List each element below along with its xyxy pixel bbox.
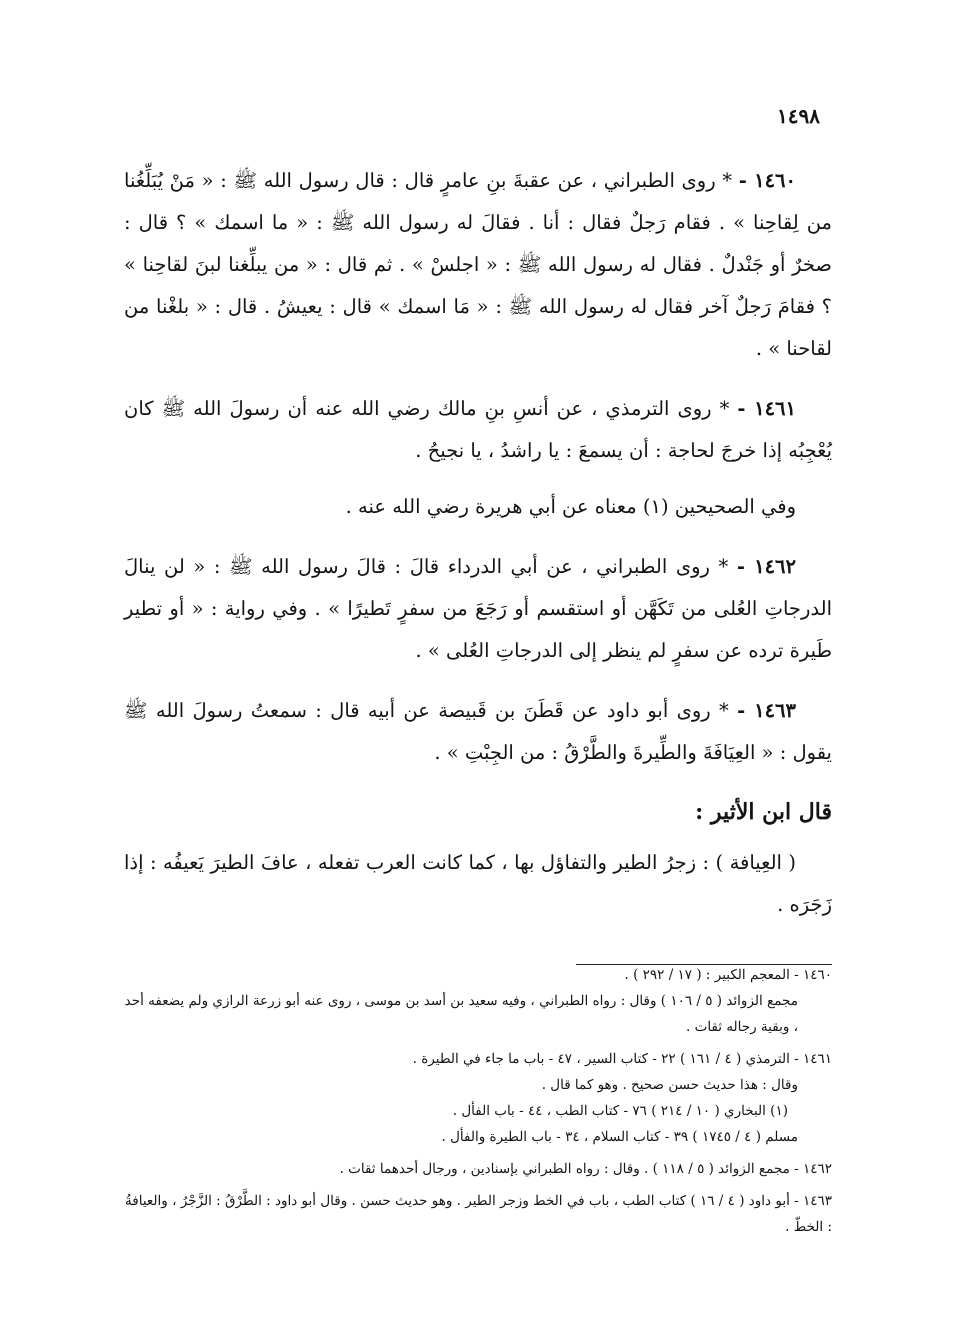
footnote-1461: ١٤٦١ - الترمذي ( ٤ / ١٦١ ) ٢٢ - كتاب السير ، ٤٧ - باب ما جاء في الطيرة . bbox=[412, 1051, 832, 1067]
hadith-text: * روى أبو داود عن قَطَنَ بن قَبيصة عن أبيه قال : سمعتُ رسولَ الله ﷺ يقول : « العِيَافَةَ والطِّيرةَ والطَّرْقُ : من الجِبْتِ » . bbox=[124, 699, 832, 764]
sahihain-note bbox=[124, 486, 832, 528]
hadith-1461 bbox=[124, 388, 832, 472]
note-text: وفي الصحيحين (١) معناه عن أبي هريرة رضي الله عنه . bbox=[345, 495, 796, 518]
footnote-1460: ١٤٦٠ - المعجم الكبير : ( ١٧ / ٢٩٢ ) . bbox=[624, 967, 832, 983]
page-number: ١٤٩٨ bbox=[777, 104, 820, 128]
hadith-text: * روى الترمذي ، عن أنسِ بنِ مالك رضي الله عنه أن رسولَ الله ﷺ كان يُعْجِبُه إذا خرجَ لحاجة : أن يسمعَ : يا راشدُ ، يا نجيحُ . bbox=[124, 397, 832, 462]
definition: ( العِيافة ) : زجرُ الطير والتفاؤل بها ، كما كانت العرب تفعله ، عافَ الطيرَ يَعيفُه : إذا زَجَرَه . bbox=[124, 851, 832, 916]
footnote-1460-majma: مجمع الزوائد ( ٥ / ١٠٦ ) وقال : رواه الطبراني ، وفيه سعيد بن أسد بن موسى ، روى عنه أبو زرعة الرازي ولم يضعفه أحد ، وبقية رجاله ثقات . bbox=[124, 993, 798, 1035]
footnote-ref-1-muslim: مسلم ( ٤ / ١٧٤٥ ) ٣٩ - كتاب السلام ، ٣٤ - باب الطيرة والفأل . bbox=[441, 1129, 798, 1145]
footnote-1462: ١٤٦٢ - مجمع الزوائد ( ٥ / ١١٨ ) . وقال : رواه الطبراني بإسنادين ، ورجال أحدهما ثقات . bbox=[339, 1161, 832, 1177]
hadith-1463 bbox=[124, 690, 832, 774]
footnotes bbox=[120, 962, 832, 1240]
hadith-text: * روى الطبراني ، عن أبي الدرداء قالَ : قالَ رسول الله ﷺ : « لن ينالَ الدرجاتِ العُلى من تَكَهَّن أو استقسم أو رَجَعَ من سفرٍ تَطيرًا » . وفي رواية : « أو تطير طَيرة ترده عن سفرٍ لم ينظر إلى الدرجاتِ العُلى » . bbox=[124, 555, 832, 662]
section-heading: قال ابن الأثير : bbox=[695, 799, 832, 825]
hadith-number: ١٤٦٢ - bbox=[736, 555, 796, 578]
hadith-number: ١٤٦٠ - bbox=[738, 169, 796, 192]
main-text bbox=[124, 160, 832, 944]
footnote-1461-note: وقال : هذا حديث حسن صحيح . وهو كما قال . bbox=[541, 1077, 798, 1093]
hadith-number: ١٤٦١ - bbox=[737, 397, 796, 420]
footnote-1463: ١٤٦٣ - أبو داود ( ٤ / ١٦ ) كتاب الطب ، باب في الخط وزجر الطير . وهو حديث حسن . وقال أبو داود : الطَّرْقُ : الزَّجْرُ ، والعيافةُ : الخطّ . bbox=[125, 1193, 832, 1235]
hadith-1460 bbox=[124, 160, 832, 370]
footnote-ref-1-bukhari: (١) البخاري ( ١٠ / ٢١٤ ) ٧٦ - كتاب الطب ، ٤٤ - باب الفأل . bbox=[452, 1103, 788, 1119]
hadith-text: * روى الطبراني ، عن عقبةَ بنِ عامرٍ قال : قال رسول الله ﷺ : « مَنْ يُبَلِّغُنا من لِقاحِنا » . فقام رَجلٌ فقال : أنا . فقالَ له رسول الله ﷺ : « ما اسمك » ؟ قال : صخرٌ أو جَنْدلٌ . فقال له رسول الله ﷺ : « اجلسْ » . ثم قال : « من يبلِّغنا لبنَ لقاحِنا » ؟ فقامَ رَجلٌ آخر فقال له رسول الله ﷺ : « مَا اسمك » قال : يعيشُ . قال : « بلغْنا من لقاحنا » . bbox=[124, 169, 832, 360]
hadith-number: ١٤٦٣ - bbox=[737, 699, 797, 722]
hadith-1462 bbox=[124, 546, 832, 672]
